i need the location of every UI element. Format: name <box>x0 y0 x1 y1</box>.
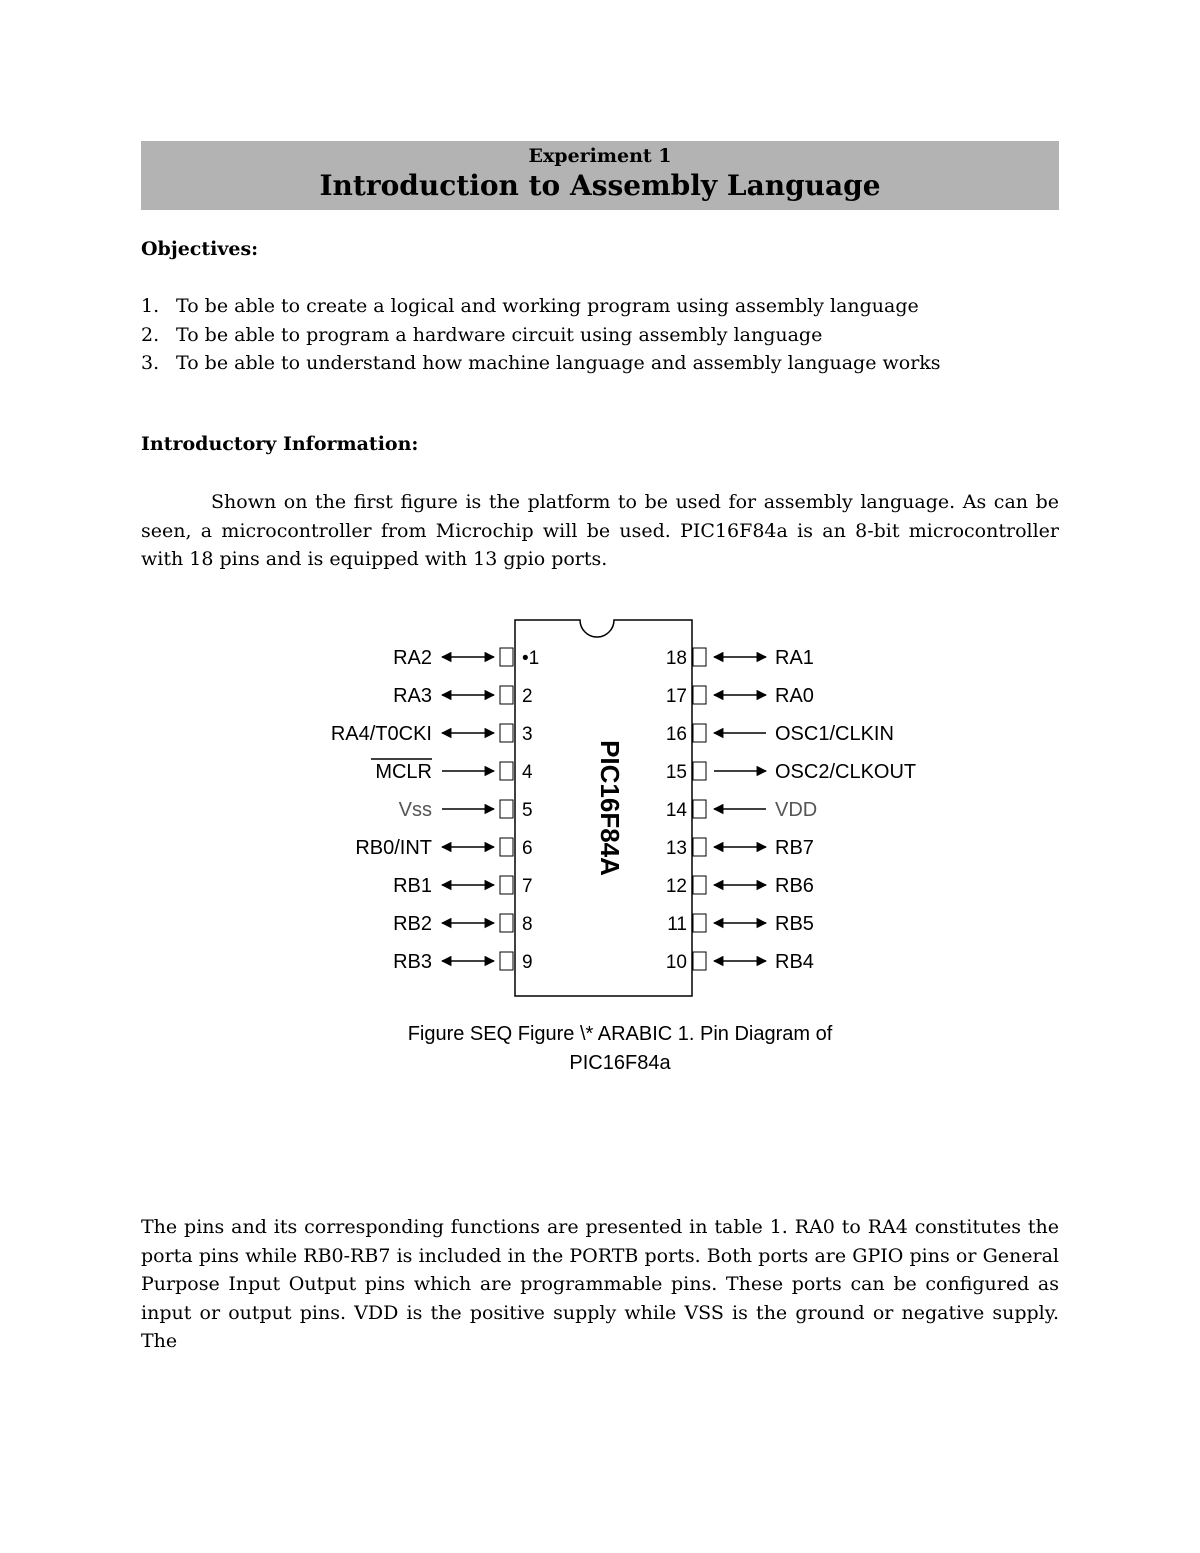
pin-pad <box>500 724 513 742</box>
pin-number: 6 <box>522 838 533 859</box>
pin-number: 11 <box>667 914 687 935</box>
pin-row <box>393 951 532 973</box>
pin-pad <box>500 952 513 970</box>
pin-label: RA3 <box>393 685 432 707</box>
pin-row <box>355 837 532 859</box>
pin-number: 2 <box>522 686 533 707</box>
pin-label: Vss <box>398 799 432 821</box>
objectives-list <box>141 292 941 378</box>
pin-label: RB2 <box>393 913 432 935</box>
pin-pad <box>693 648 706 666</box>
pin-number: 4 <box>522 762 533 783</box>
left-pin-group <box>331 647 539 973</box>
pin-row <box>393 875 532 897</box>
intro-heading: Introductory Information: <box>141 433 419 455</box>
pin-pad <box>693 914 706 932</box>
list-item <box>141 349 941 378</box>
pin-label: RB6 <box>775 875 814 897</box>
pin-number: •1 <box>522 648 540 669</box>
pin-row <box>371 759 533 783</box>
pin-number: 13 <box>665 838 687 859</box>
list-number: 2. <box>141 323 160 346</box>
pin-pad <box>693 838 706 856</box>
pin-pad <box>693 952 706 970</box>
pin-number: 16 <box>665 724 687 745</box>
pin-label: RB3 <box>393 951 432 973</box>
pin-pad <box>693 876 706 894</box>
pin-pad <box>693 724 706 742</box>
list-text: To be able to program a hardware circuit using assembly language <box>176 323 823 346</box>
pin-row <box>393 913 532 935</box>
pin-number: 9 <box>522 952 533 973</box>
pin-pad <box>500 648 513 666</box>
pin-row <box>666 723 894 745</box>
pin-label: OSC2/CLKOUT <box>775 761 917 783</box>
pin-pad <box>500 876 513 894</box>
pin-number: 14 <box>665 800 687 821</box>
pin-row <box>666 761 916 783</box>
pin-label: MCLR <box>375 761 432 783</box>
pin-pad <box>693 686 706 704</box>
chip-part-label: PIC16F84A <box>595 740 626 876</box>
right-pin-group <box>666 647 916 973</box>
pin-number: 3 <box>522 724 533 745</box>
caption-line-2: PIC16F84a <box>569 1052 671 1074</box>
pin-label: RB7 <box>775 837 814 859</box>
pin-label: RB0/INT <box>355 837 432 859</box>
pin-pad <box>500 838 513 856</box>
list-number: 1. <box>141 295 160 317</box>
pin-pad <box>693 762 706 780</box>
pin-row <box>399 799 533 821</box>
pin-label: RA0 <box>775 685 814 707</box>
list-text: To be able to understand how machine language and assembly language works <box>176 352 941 374</box>
pin-label: RA1 <box>775 647 814 669</box>
caption-line-1: Figure SEQ Figure \* ARABIC 1. Pin Diagram of <box>407 1023 833 1045</box>
pin-pad <box>500 800 513 818</box>
figure-caption <box>300 1020 940 1078</box>
list-text: To be able to create a logical and working program using assembly language <box>176 295 919 317</box>
pin-number: 12 <box>665 876 687 897</box>
pin-label: RA2 <box>393 647 432 669</box>
document-title: Introduction to Assembly Language <box>319 169 881 202</box>
pin-label: RB4 <box>775 951 814 973</box>
pin-number: 8 <box>522 914 533 935</box>
pin-number: 5 <box>522 800 533 821</box>
objectives-heading: Objectives: <box>141 238 259 260</box>
pin-pad <box>500 914 513 932</box>
pin-diagram <box>300 610 940 1010</box>
pin-number: 10 <box>665 952 687 973</box>
pin-row <box>393 685 532 707</box>
list-number: 3. <box>141 352 160 374</box>
intro-paragraph: Shown on the first figure is the platform to be used for assembly language. As can be seen, a microcontroller from Microchip will be used. PIC16F84a is an 8-bit microcontroller with 18 pins and is equipped with 13 gpio ports. <box>141 491 1059 570</box>
list-item <box>141 321 941 350</box>
pin-number: 17 <box>665 686 687 707</box>
pin-pad <box>500 686 513 704</box>
experiment-label: Experiment 1 <box>528 145 672 167</box>
list-item <box>141 292 941 321</box>
pin-number: 18 <box>665 648 687 669</box>
pin-row <box>331 723 533 745</box>
title-banner <box>141 141 1059 210</box>
pin-number: 15 <box>665 762 687 783</box>
pin-number: 7 <box>522 876 533 897</box>
pins-paragraph: The pins and its corresponding functions are presented in table 1. RA0 to RA4 constitutes the porta pins while RB0-RB7 is included in the PORTB ports. Both ports are GPIO pins or General Purpose Input Output pins which are programmable pins. These ports can be configured as input or output pins. VDD is the positive supply while VSS is the ground or negative supply. The <box>141 1216 1059 1352</box>
pin-label: VDD <box>775 799 818 821</box>
pin-pad <box>500 762 513 780</box>
pin-label: RB5 <box>775 913 814 935</box>
pin-label: RA4/T0CKI <box>330 723 432 745</box>
pin-pad <box>693 800 706 818</box>
pin-label: RB1 <box>393 875 432 897</box>
pin-label: OSC1/CLKIN <box>775 723 894 745</box>
